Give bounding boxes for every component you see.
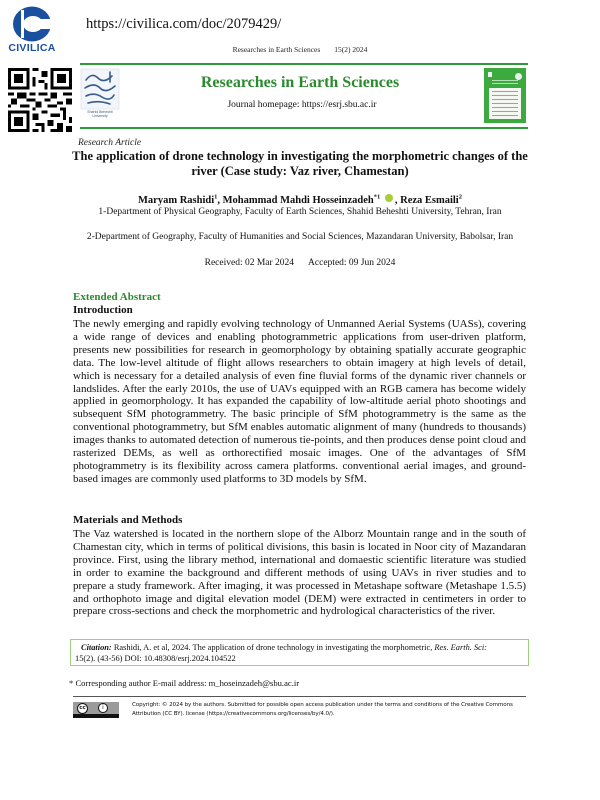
citation-doi[interactable]: 15(2). (43-56) DOI: 10.48308/esrj.2024.104522	[75, 654, 236, 663]
author-affiliation-marker: 1	[214, 193, 218, 200]
attribution-person-icon: i	[98, 703, 108, 713]
citation-label: Citation:	[81, 643, 112, 652]
introduction-text: The newly emerging and rapidly evolving technology of Unmanned Aerial Systems (UASs), covering a wide range of devices and enabling photogrammetric applications from user-driven platform, presents new possibilities for research in geomorphology by obtaining spatially accurate geographic data. The low-level altitude of flight allows researchers to obtain imagery at high levels of detail, which is necessary for a detailed analysis of even fine fluvial forms of the dynamic river channels or landslides. After the early 2010s, the use of UAVs equipped with an RGB camera has become widely applied in geomorphology. It has expanded the capability of low-altitude aerial photo shootings and subsequent SfM photogrammetry. The basic principle of SfM photogrammetry is the same as the conventional photogrammetry, but SfM enables automatic alignment of many (hundreds to thousands) images thanks to automated detection of numerous tie-points, and then produces dense point cloud and rasterized DEMs, as well as orthorectified mosaic images. One of the advantages of SfM photogrammetry is its flexibility across camera platforms. conventional aerial images, and ground-based images are commonly used platforms to 3D models by SfM.	[73, 318, 526, 485]
article-type: Research Article	[78, 138, 142, 148]
author-affiliation-marker: *1	[373, 193, 381, 200]
citation-box	[70, 639, 529, 666]
author-separator: ,	[394, 194, 401, 206]
journal-cover-thumbnail	[484, 68, 526, 123]
author	[223, 195, 400, 206]
cc-by-license-badge[interactable]	[73, 702, 119, 718]
author-name: Mohammad Mahdi Hosseinzadeh	[222, 194, 374, 206]
materials-methods-text: The Vaz watershed is located in the northern slope of the Alborz Mountain range and in the south of Chamestan city, which in terms of political divisions, this basin is located in Noor city of Mazandaran province. First, using the library method, international and domaestic scientific literature was studied in order to examine the background and different methods of using UAVs in river studies and to prepare a study framework. After imaging, it was processed in Metashape software (Metashape 1.5.5) and orthophoto image and digital elevation model (DEM) were extracted in centimeters in order to prepare cross-sections and check the morphometric and hydrological characteristics of the river.	[73, 528, 526, 618]
banner-top-rule	[80, 63, 528, 65]
copyright-notice: Copyright: © 2024 by the authors. Submitted for possible open access publication under the terms and conditions of the Creative Commons Attribution (CC BY). license (https://creativecommons.org/licenses/by/4.0/).	[132, 702, 513, 717]
article-dates	[0, 258, 600, 268]
affiliation: 2-Department of Geography, Faculty of Humanities and Social Sciences, Mazandaran University, Babolsar, Iran	[86, 232, 514, 242]
banner-bottom-rule	[80, 127, 528, 129]
accepted-date: Accepted: 09 Jun 2024	[308, 258, 396, 268]
citation-journal: Res. Earth. Sci:	[434, 643, 487, 652]
received-date: Received: 02 Mar 2024	[204, 258, 295, 268]
orcid-icon[interactable]	[385, 194, 393, 202]
author-separator: ,	[217, 194, 223, 206]
author	[138, 195, 223, 206]
civilica-c-icon	[12, 6, 52, 42]
author-list	[0, 193, 600, 206]
creative-commons-icon: cc	[77, 703, 88, 714]
footer-rule	[73, 696, 526, 697]
university-logo-caption: Shahid Beheshti University	[87, 110, 113, 118]
article-title: The application of drone technology in investigating the morphometric changes of the river (Case study: Vaz river, Chamestan)	[72, 149, 528, 178]
cover-title-line	[492, 83, 518, 84]
badge-bar	[73, 714, 119, 718]
section-heading-materials-methods: Materials and Methods	[73, 514, 183, 526]
extended-abstract-heading: Extended Abstract	[73, 291, 161, 303]
affiliation: 1-Department of Physical Geography, Faculty of Earth Sciences, Shahid Beheshti University, Tehran, Iran	[98, 207, 502, 217]
author	[400, 195, 462, 206]
running-head-journal: Researches in Earth Sciences	[232, 45, 321, 54]
author-affiliation-marker: 2	[458, 193, 462, 200]
cover-title-line	[492, 80, 518, 81]
cover-page-preview	[489, 88, 521, 119]
section-heading-introduction: Introduction	[73, 304, 133, 316]
citation-text: Rashidi, A. et al, 2024. The application of drone technology in investigating the morphometric,	[113, 643, 433, 652]
source-url-link[interactable]: https://civilica.com/doc/2079429/	[86, 16, 282, 32]
running-head-issue: 15(2) 2024	[334, 45, 368, 54]
cover-globe-icon	[515, 73, 522, 80]
journal-homepage[interactable]: Journal homepage: https://esrj.sbu.ac.ir	[227, 100, 377, 110]
journal-title: Researches in Earth Sciences	[200, 74, 400, 91]
corresponding-author: * Corresponding author E-mail address: m_hoseinzadeh@sbu.ac.ir	[69, 678, 300, 688]
author-name: Reza Esmaili	[400, 194, 459, 206]
running-head	[0, 45, 600, 54]
civilica-logo-text: CIVILICA	[8, 42, 56, 54]
author-name: Maryam Rashidi	[138, 194, 215, 206]
cover-logo-mark	[488, 72, 492, 77]
